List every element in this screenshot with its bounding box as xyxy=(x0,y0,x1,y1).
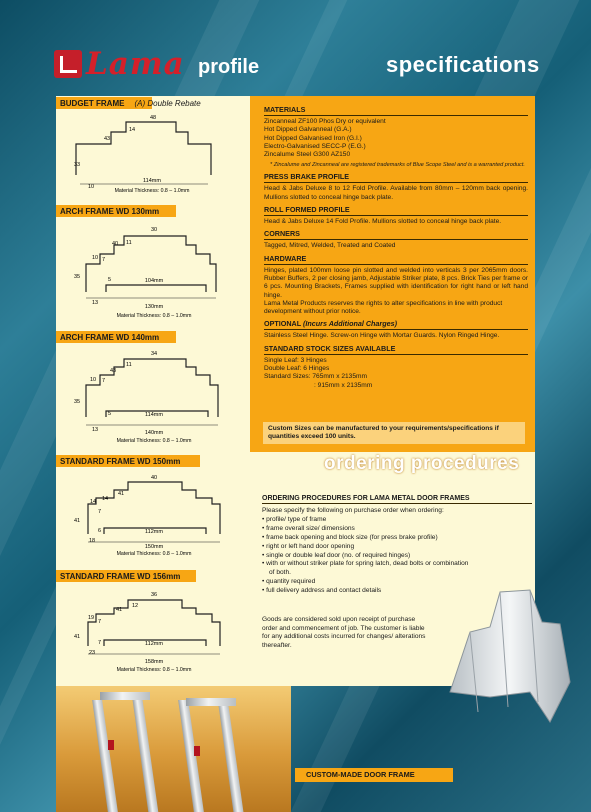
dim-label: 114mm xyxy=(145,412,163,418)
frame-title: ARCH FRAME WD 130mm xyxy=(60,207,160,216)
stock-size-line: Single Leaf: 3 Hinges xyxy=(264,356,327,364)
dim-label: 10 xyxy=(90,377,97,383)
ordering-item: • frame back opening and block size (for press brake profile) xyxy=(262,533,438,541)
ordering-item: • right or left hand door opening xyxy=(262,542,355,550)
ordering-item: • profile/ type of frame xyxy=(262,515,327,523)
ordering-title: ORDERING PROCEDURES FOR LAMA METAL DOOR FRAMES xyxy=(262,495,532,504)
dim-label: 43 xyxy=(110,368,117,374)
material-line: Hot Dipped Galvanneal (G.A.) xyxy=(264,126,352,134)
dim-label: 48 xyxy=(149,115,157,121)
dim-label: 6 xyxy=(98,528,102,534)
ordering-item: • single or double leaf door (no. of required hinges) xyxy=(262,551,411,559)
trademark-note: * Zincalume and Zincanneal are registered trademarks of Blue Scope Steel and is a warranted product. xyxy=(270,162,525,169)
frame-title: BUDGET FRAME (A) Double Rebate xyxy=(60,99,201,108)
dim-label: 13 xyxy=(92,300,99,306)
dim-label: 41 xyxy=(118,491,125,497)
hardware-notice: Lama Metal Products reserves the rights to alter specifications in line with product development without prior notice. xyxy=(264,299,503,316)
dim-label: 35 xyxy=(74,399,81,405)
door-frame-photo xyxy=(100,692,150,700)
door-frame-profile-photo xyxy=(430,572,580,732)
photo-caption: CUSTOM-MADE DOOR FRAME xyxy=(306,770,415,779)
stock-size-line: Standard Sizes: 765mm x 2135mm xyxy=(264,373,367,381)
corners-title: CORNERS xyxy=(264,229,528,240)
ordering-intro: Please specify the following on purchase order when ordering: xyxy=(262,507,444,514)
stock-size-line: Double Leaf: 6 Hinges xyxy=(264,365,330,373)
dim-label: 33 xyxy=(74,162,81,168)
dim-label: 30 xyxy=(150,227,158,233)
dim-label: 150mm xyxy=(144,544,164,550)
dim-label: 10 xyxy=(92,255,99,261)
material-line: Zincanneal ZF100 Phos Dry or equivalent xyxy=(264,118,386,125)
door-frame-photo xyxy=(194,746,200,756)
dim-label: 158mm xyxy=(144,659,164,665)
profile-heading: profile xyxy=(198,56,260,78)
dim-label: 14 xyxy=(102,496,109,502)
dim-label: 7 xyxy=(102,378,106,384)
dim-label: 41 xyxy=(74,634,81,640)
dim-label: 11 xyxy=(126,240,132,246)
warehouse-photo xyxy=(56,686,291,812)
dim-label: 14 xyxy=(129,127,136,133)
dim-label: 7 xyxy=(98,640,102,646)
ordering-item: • quantity required xyxy=(262,578,316,586)
ordering-item: • full delivery address and contact details xyxy=(262,587,382,595)
optional-text: Stainless Steel Hinge. Screw-on Hinge with Mortar Guards. Nylon Ringed Hinge. xyxy=(264,332,500,340)
dim-label: 40 xyxy=(112,241,119,247)
stock-size-line: : 915mm x 2135mm xyxy=(314,381,373,389)
material-line: Electro-Galvanised SECC-P (E.G.) xyxy=(264,142,366,150)
dim-label: 112mm xyxy=(145,641,163,647)
specifications-content xyxy=(264,102,528,390)
material-thickness: Material Thickness: 0.8 – 1.0mm xyxy=(116,313,192,319)
specifications-heading: specifications xyxy=(386,52,540,77)
roll-formed-text: Head & Jabs Deluxe 14 Fold Profile. Mullions slotted to conceal hinge back plate. xyxy=(264,218,502,226)
dim-label: 19 xyxy=(88,615,95,621)
ordering-heading: ordering procedures xyxy=(324,453,520,474)
dim-label: 36 xyxy=(150,592,158,598)
ordering-item: • frame overall size/ dimensions xyxy=(262,524,355,532)
door-frame-photo xyxy=(186,698,236,706)
dim-label: 5 xyxy=(108,411,112,417)
material-line: Hot Dipped Galvanised Iron (G.I.) xyxy=(264,134,362,142)
roll-formed-title: ROLL FORMED PROFILE xyxy=(264,205,528,216)
dim-label: 114mm xyxy=(143,178,161,184)
frame-title: STANDARD FRAME WD 156mm xyxy=(60,572,181,581)
dim-label: 41 xyxy=(74,518,81,524)
ordering-item: • with or without striker plate for spring latch, dead bolts or combination xyxy=(262,560,469,568)
frame-title: ARCH FRAME WD 140mm xyxy=(60,333,160,342)
dim-label: 7 xyxy=(102,257,106,263)
dim-label: 14 xyxy=(90,499,97,505)
custom-sizes-note: Custom Sizes can be manufactured to your requirements/specifications if quantities exceed 100 units. xyxy=(268,425,499,440)
press-brake-text: Head & Jabs Deluxe 8 to 12 Fold Profile. Available from 80mm – 120mm back opening. Mullions slotted to conceal hinge back plate. xyxy=(264,185,528,201)
brand-name: Lama xyxy=(86,46,185,82)
arch-frame-130-diagram xyxy=(56,220,250,320)
hardware-title: HARDWARE xyxy=(264,254,528,265)
lama-logo-icon xyxy=(54,50,82,78)
dim-label: 41 xyxy=(116,607,123,613)
dim-label: 7 xyxy=(98,619,102,625)
corners-text: Tagged, Mitred, Welded, Treated and Coated xyxy=(264,242,396,250)
standard-frame-150-diagram xyxy=(56,470,250,560)
dim-label: 43 xyxy=(104,136,111,142)
budget-frame-diagram xyxy=(56,110,250,196)
materials-title: MATERIALS xyxy=(264,105,528,116)
dim-label: 34 xyxy=(150,351,158,357)
material-line: Zincalume Steel G300 AZ150 xyxy=(264,151,351,159)
optional-title: OPTIONAL (Incurs Additional Charges) xyxy=(264,319,528,330)
standard-frame-156-diagram xyxy=(56,586,250,676)
dim-label: 10 xyxy=(88,184,95,190)
ordering-item: of both. xyxy=(269,569,291,577)
dim-label: 7 xyxy=(98,509,102,515)
dim-label: 12 xyxy=(132,603,139,609)
stock-sizes-title: STANDARD STOCK SIZES AVAILABLE xyxy=(264,344,528,355)
dim-label: 11 xyxy=(126,362,132,368)
dim-label: 13 xyxy=(92,427,99,433)
dim-label: 104mm xyxy=(144,278,164,284)
dim-label: 35 xyxy=(74,274,81,280)
door-frame-photo xyxy=(108,740,114,750)
dim-label: 130mm xyxy=(144,304,164,310)
dim-label: 140mm xyxy=(144,430,164,436)
material-thickness: Material Thickness: 0.8 – 1.0mm xyxy=(114,188,190,194)
arch-frame-140-diagram xyxy=(56,345,250,445)
material-thickness: Material Thickness: 0.8 – 1.0mm xyxy=(116,667,192,673)
dim-label: 23 xyxy=(89,650,96,656)
frame-title: STANDARD FRAME WD 150mm xyxy=(60,457,181,466)
dim-label: 5 xyxy=(108,277,112,283)
hardware-text: Hinges, plated 100mm loose pin slotted and welded into verticals 3 per 2065mm doors. Rubber Buffers, 2 per closing jamb, Adjustable Striker plate, 8 pcs. Brick Ties per frame or 6 pcs. Mounting Brackets, Frames supplied with identification for right hand or left hand hinge. xyxy=(264,266,528,299)
dim-label: 112mm xyxy=(145,529,163,535)
material-thickness: Material Thickness: 0.8 – 1.0mm xyxy=(116,551,192,557)
dim-label: 18 xyxy=(89,538,96,544)
dim-label: 40 xyxy=(150,475,158,481)
material-thickness: Material Thickness: 0.8 – 1.0mm xyxy=(116,438,192,444)
terms-text: Goods are considered sold upon receipt of purchase order and commencement of job. The customer is liable for any additional costs incurred for changes/ alterations thereafter. xyxy=(262,616,426,649)
press-brake-title: PRESS BRAKE PROFILE xyxy=(264,172,528,183)
